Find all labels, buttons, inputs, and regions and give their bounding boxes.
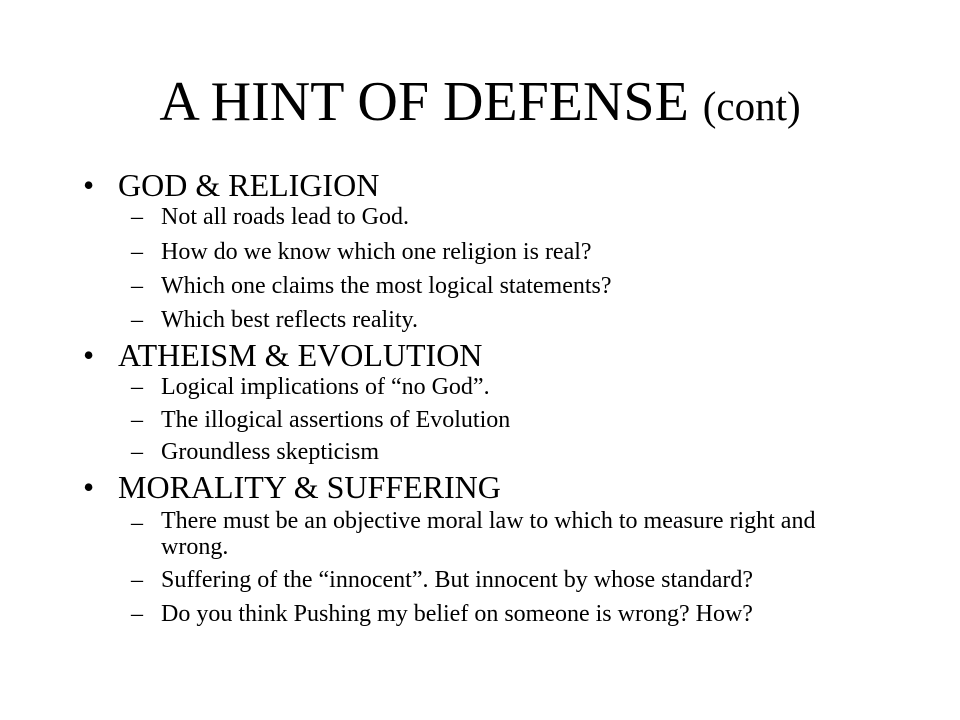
section-heading-text: MORALITY & SUFFERING xyxy=(118,469,501,505)
dash-glyph: – xyxy=(131,439,143,465)
list-item-text: How do we know which one religion is real? xyxy=(161,239,592,265)
section-heading xyxy=(0,165,960,205)
bullet-glyph: • xyxy=(83,469,95,505)
list-item-text: The illogical assertions of Evolution xyxy=(161,407,511,433)
bullet-glyph: • xyxy=(83,337,95,373)
section-heading xyxy=(0,335,960,375)
list-item-text: Groundless skepticism xyxy=(161,439,379,465)
list-item-text: Logical implications of “no God”. xyxy=(161,374,490,400)
section-heading xyxy=(0,467,960,507)
list-item-text: Which best reflects reality. xyxy=(161,307,418,333)
list-item-text: Not all roads lead to God. xyxy=(161,204,409,230)
section-heading-text: GOD & RELIGION xyxy=(118,167,380,203)
slide-title-suffix: (cont) xyxy=(702,83,801,129)
list-item-text: There must be an objective moral law to which to measure right and wrong. xyxy=(161,508,816,560)
bullet-glyph: • xyxy=(83,167,95,203)
section-heading-text: ATHEISM & EVOLUTION xyxy=(118,337,483,373)
dash-glyph: – xyxy=(131,239,143,265)
slide-title-main: A HINT OF DEFENSE xyxy=(159,71,689,133)
dash-glyph: – xyxy=(131,567,143,593)
list-item-text: Do you think Pushing my belief on someone is wrong? How? xyxy=(161,601,753,627)
dash-glyph: – xyxy=(131,273,143,299)
dash-glyph: – xyxy=(131,601,143,627)
list-item-text: Which one claims the most logical statements? xyxy=(161,273,612,299)
dash-glyph: – xyxy=(131,374,143,400)
dash-glyph: – xyxy=(131,407,143,433)
dash-glyph: – xyxy=(131,307,143,333)
dash-glyph: – xyxy=(131,510,143,536)
dash-glyph: – xyxy=(131,204,143,230)
list-item-text: Suffering of the “innocent”. But innocent by whose standard? xyxy=(161,567,754,593)
